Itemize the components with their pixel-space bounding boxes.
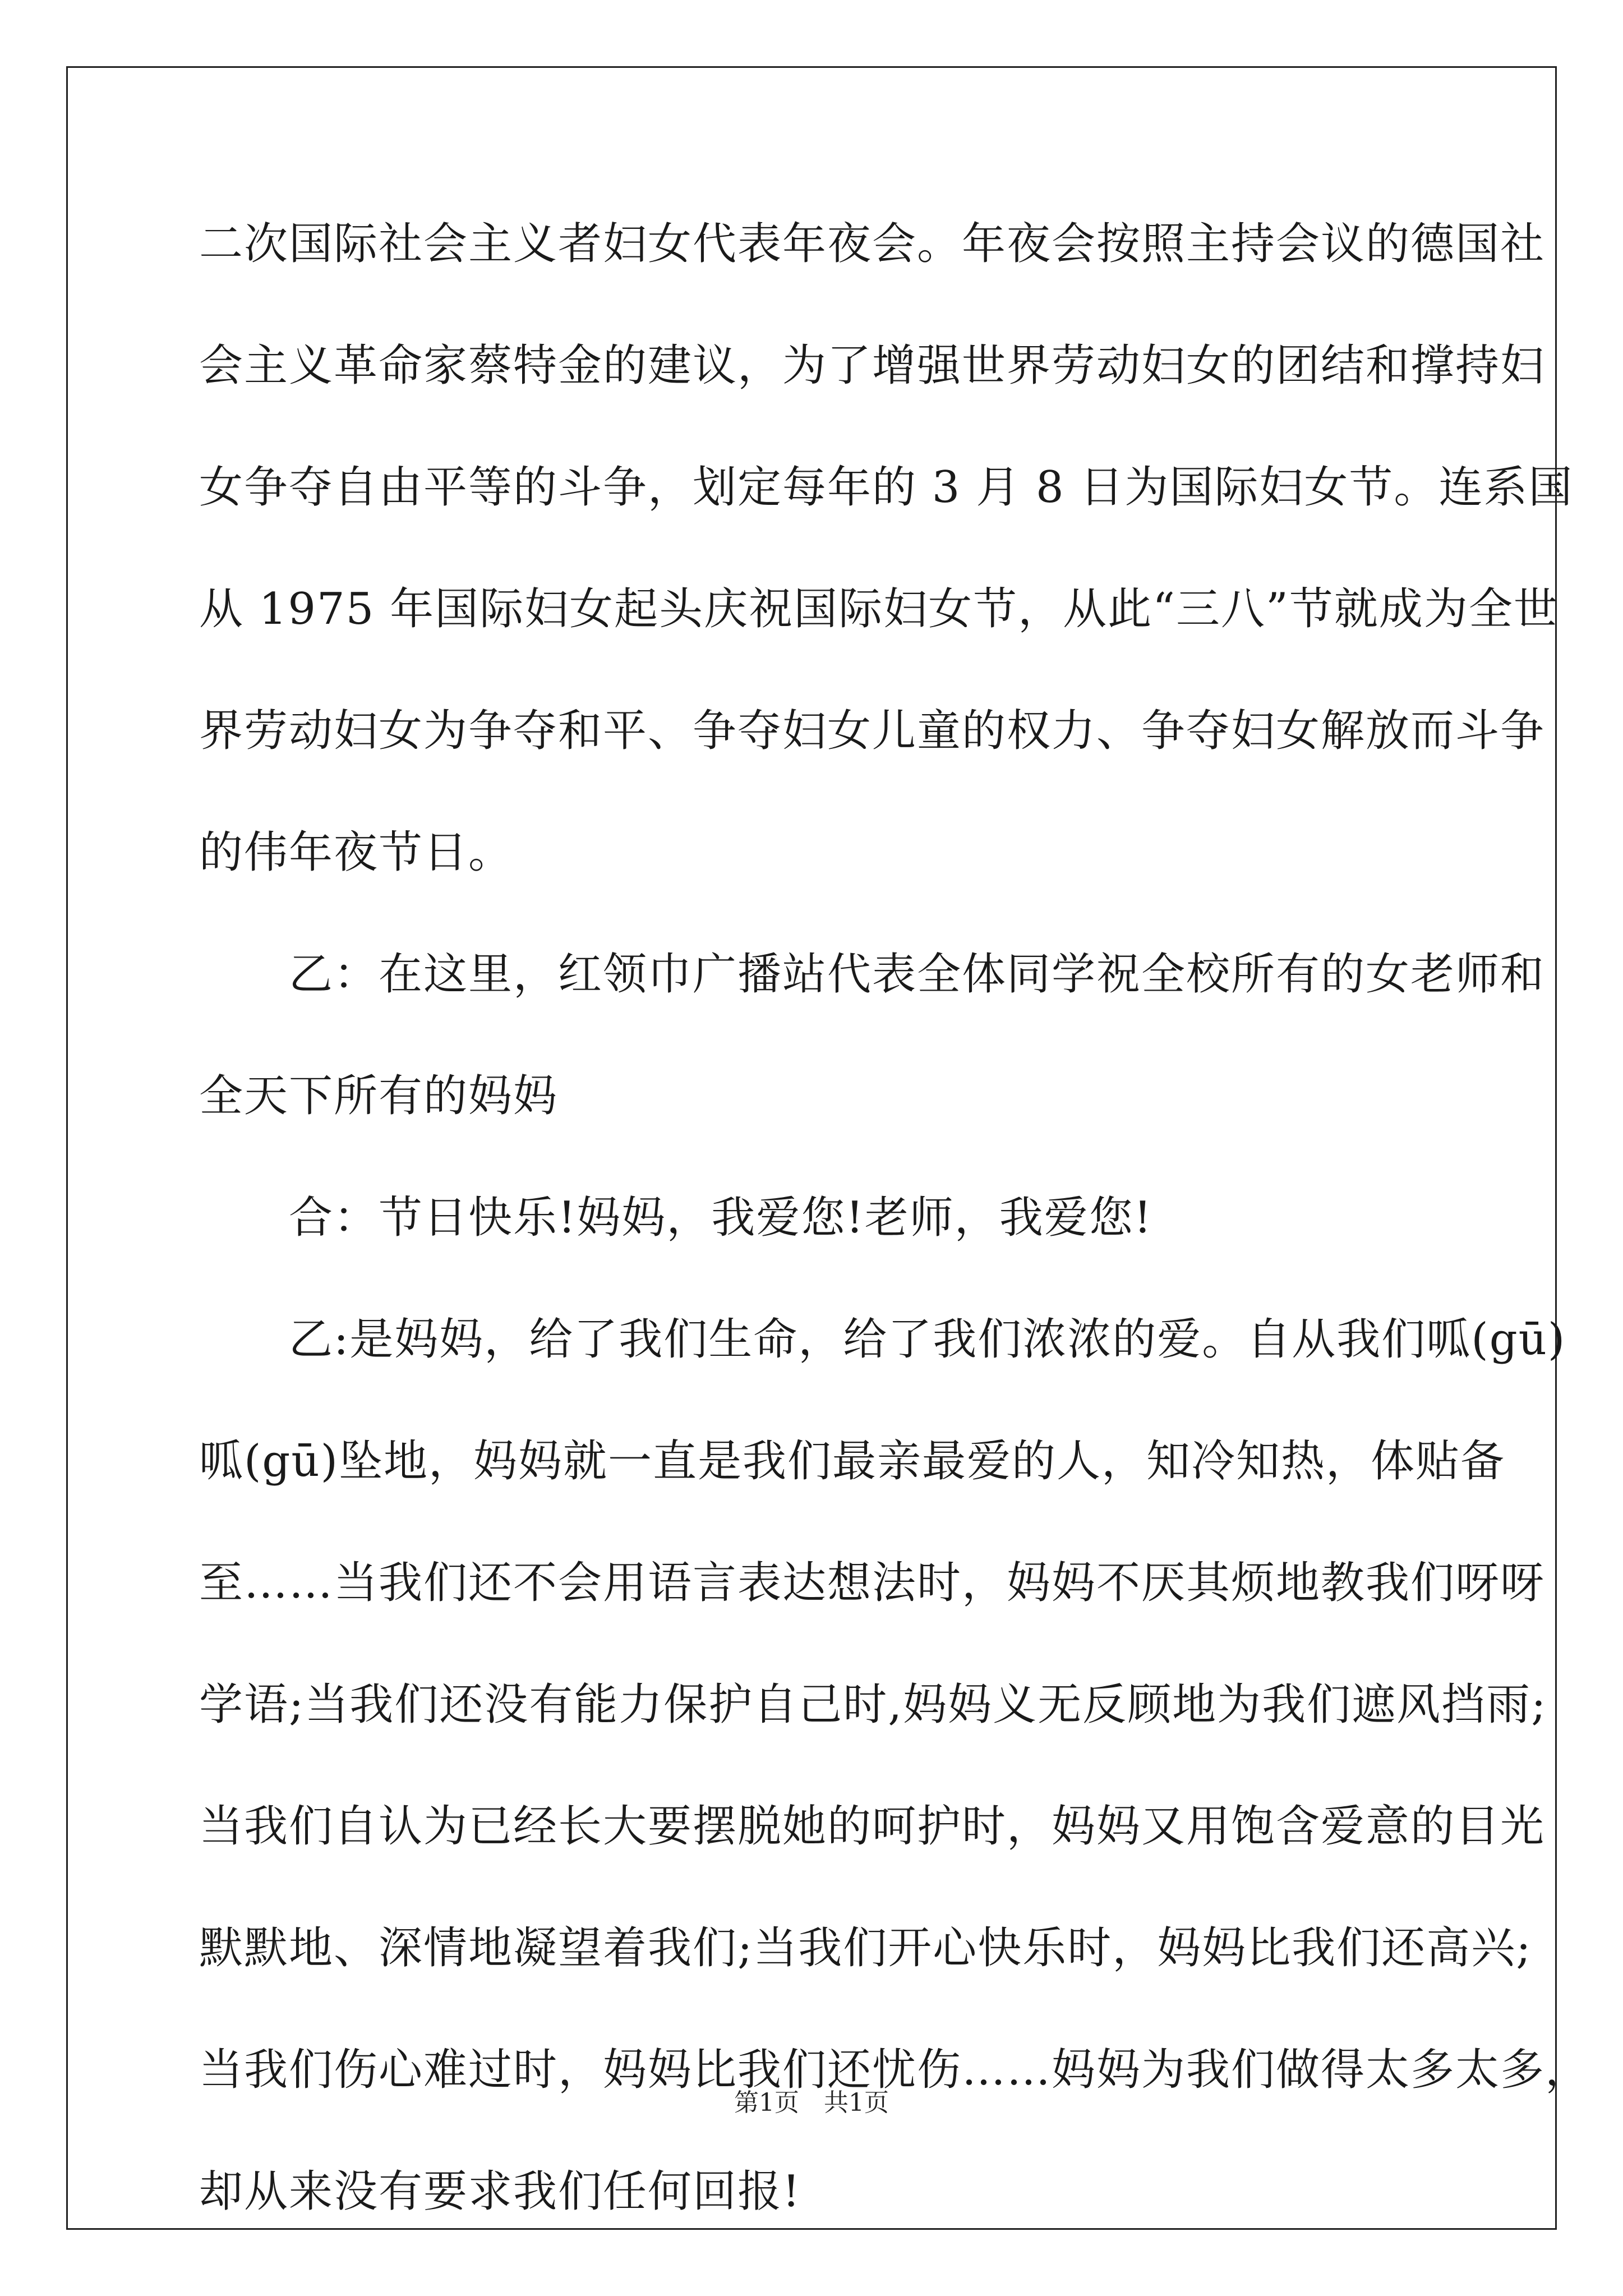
text-line: 乙:是妈妈，给了我们生命，给了我们浓浓的爱。自从我们呱(gū) [199, 1314, 1566, 1365]
text-line: 学语;当我们还没有能力保护自己时,妈妈义无反顾地为我们遮风挡雨; [199, 1680, 1547, 1730]
text-line: 默默地、深情地凝望着我们;当我们开心快乐时，妈妈比我们还高兴; [199, 1923, 1532, 1973]
text-line: 至……当我们还不会用语言表达想法时，妈妈不厌其烦地教我们呀呀 [199, 1558, 1546, 1608]
text-line: 女争夺自由平等的斗争，划定每年的 3 月 8 日为国际妇女节。连系国 [199, 462, 1574, 513]
text-line: 二次国际社会主义者妇女代表年夜会。年夜会按照主持会议的德国社 [199, 219, 1546, 269]
page-number-footer: 第1页 共1页 [734, 2088, 889, 2117]
text-line: 却从来没有要求我们任何回报! [199, 2166, 801, 2217]
text-line: 的伟年夜节日。 [199, 827, 514, 878]
text-line: 当我们自认为已经长大要摆脱她的呵护时，妈妈又用饱含爱意的目光 [199, 1801, 1546, 1852]
text-line: 界劳动妇女为争夺和平、争夺妇女儿童的权力、争夺妇女解放而斗争 [199, 706, 1546, 756]
text-line: 当我们伤心难过时，妈妈比我们还忧伤……妈妈为我们做得太多太多， [199, 2045, 1590, 2095]
text-line: 呱(gū)坠地，妈妈就一直是我们最亲最爱的人，知冷知热，体贴备 [199, 1436, 1506, 1487]
text-line: 从 1975 年国际妇女起头庆祝国际妇女节，从此“三八”节就成为全世 [199, 584, 1559, 634]
text-line: 全天下所有的妈妈 [199, 1071, 559, 1121]
document-body [199, 213, 1590, 2283]
text-line: 会主义革命家蔡特金的建议，为了增强世界劳动妇女的团结和撑持妇 [199, 341, 1546, 391]
text-line: 合：节日快乐!妈妈，我爱您!老师，我爱您! [199, 1193, 1153, 1243]
text-line: 乙：在这里，红领巾广播站代表全体同学祝全校所有的女老师和 [199, 949, 1546, 1000]
